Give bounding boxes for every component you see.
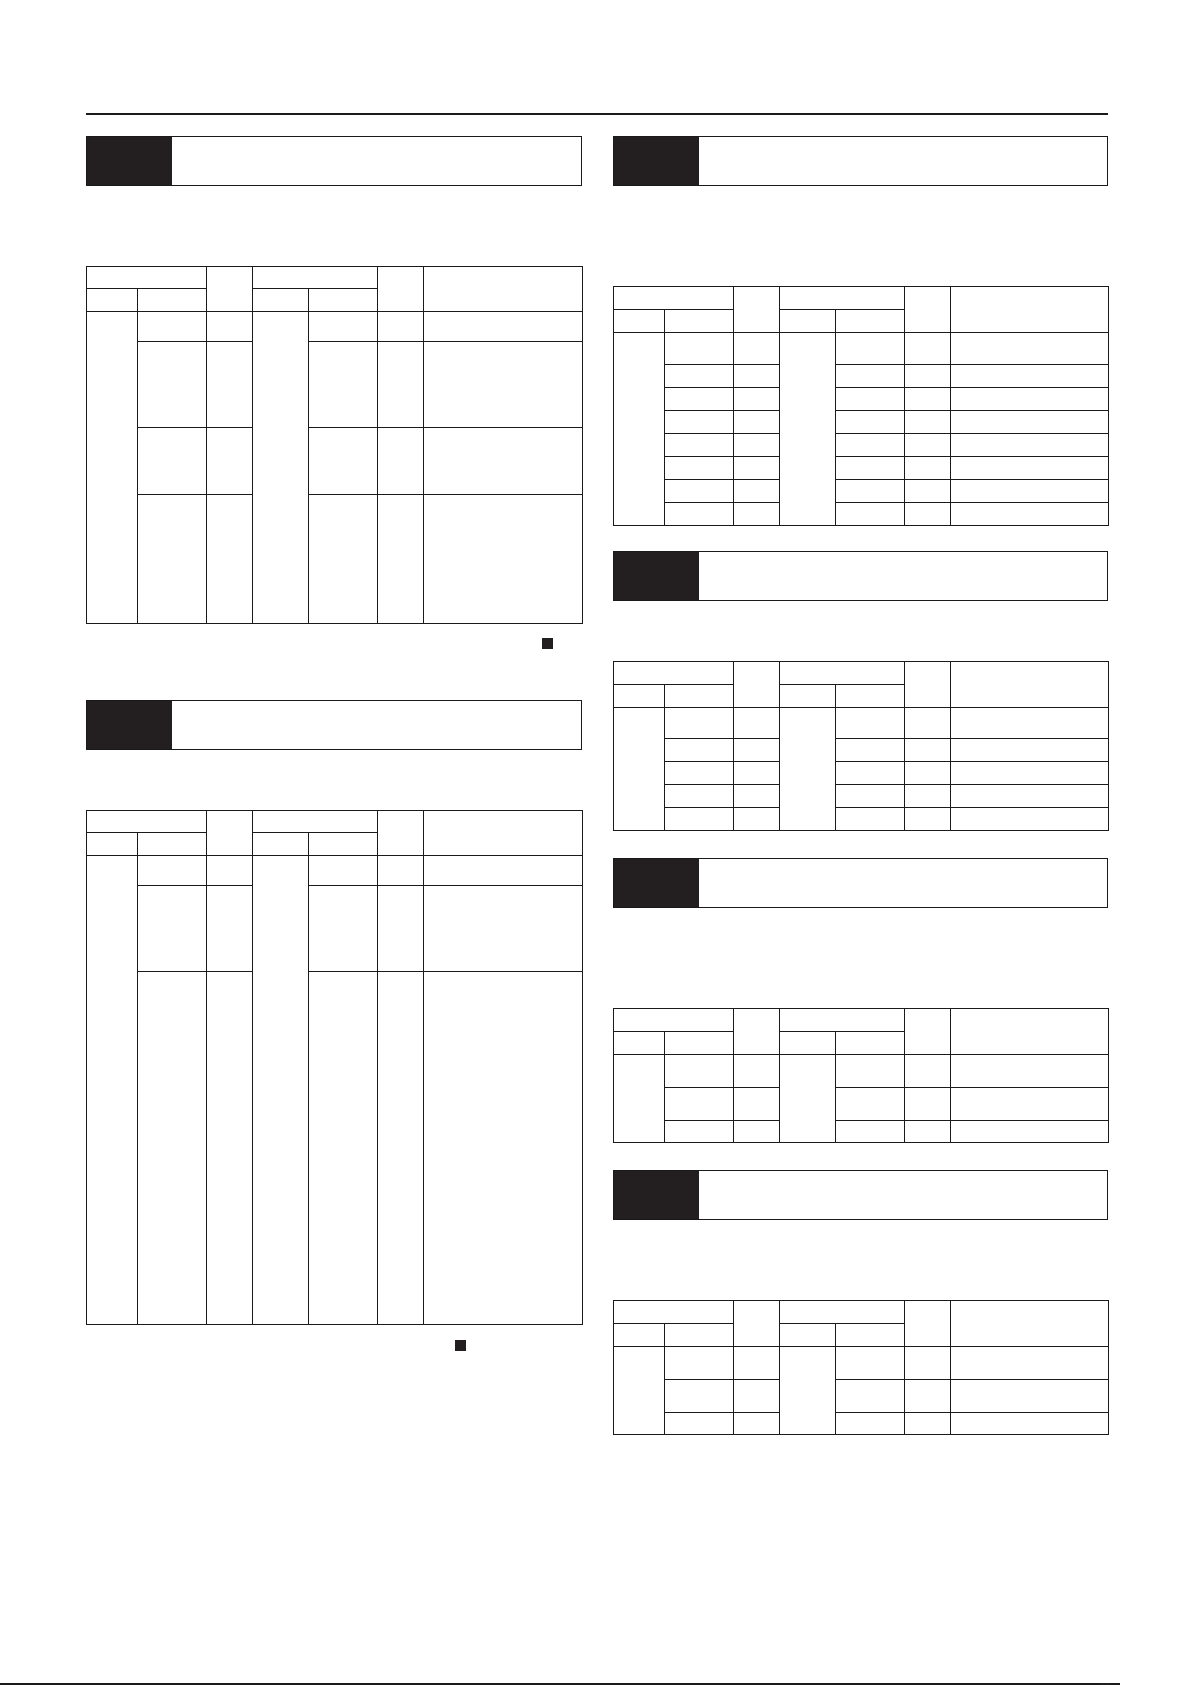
table-row: [87, 886, 583, 972]
header-cell: [780, 287, 905, 310]
header-cell: [665, 685, 734, 708]
table-cell: [665, 808, 734, 831]
header-cell: [734, 1009, 780, 1055]
table-cell: [665, 1121, 734, 1143]
table-cell: [665, 1413, 734, 1435]
table-cell: [836, 1088, 905, 1121]
table-cell: [138, 886, 207, 972]
table-cell: [780, 1347, 836, 1435]
section-header: [613, 136, 1108, 186]
header-cell: [424, 267, 583, 312]
table-cell: [951, 1413, 1109, 1435]
table-cell: [734, 1347, 780, 1380]
header-cell: [836, 1324, 905, 1347]
table-cell: [207, 856, 253, 886]
table-cell: [780, 1055, 836, 1143]
header-cell: [614, 1032, 665, 1055]
table-cell: [424, 972, 583, 1325]
table-header-row: [614, 662, 1109, 685]
header-cell: [614, 662, 734, 685]
table-row: [614, 708, 1109, 739]
table-cell: [665, 739, 734, 762]
header-cell: [309, 289, 378, 312]
spec-table: [613, 1300, 1109, 1435]
table-cell: [207, 428, 253, 495]
header-cell: [614, 1301, 734, 1324]
header-cell: [734, 1301, 780, 1347]
table-cell: [836, 333, 905, 365]
header-cell: [951, 1301, 1109, 1347]
header-cell: [780, 1324, 836, 1347]
table-cell: [378, 856, 424, 886]
table-cell: [905, 457, 951, 480]
table-cell: [836, 1380, 905, 1413]
table-cell: [734, 785, 780, 808]
header-cell: [780, 1009, 905, 1032]
section-number-block: [614, 1171, 699, 1219]
table-cell: [836, 503, 905, 526]
table-cell: [138, 856, 207, 886]
section-number-block: [614, 552, 699, 600]
header-cell: [253, 833, 309, 856]
section-number-block: [87, 137, 172, 185]
header-cell: [253, 811, 378, 833]
table-cell: [836, 480, 905, 503]
table-cell: [905, 762, 951, 785]
table-row: [614, 808, 1109, 831]
spec-table: [613, 286, 1109, 526]
table-header-row: [87, 811, 583, 833]
table-row: [614, 1380, 1109, 1413]
table-cell: [378, 342, 424, 428]
spec-table: [613, 1008, 1109, 1143]
table-cell: [614, 708, 665, 831]
table-cell: [951, 434, 1109, 457]
table-cell: [614, 333, 665, 526]
section-number-block: [614, 859, 699, 907]
table-cell: [207, 342, 253, 428]
table-row: [614, 739, 1109, 762]
table-cell: [951, 480, 1109, 503]
table-cell: [734, 388, 780, 411]
table-cell: [665, 503, 734, 526]
table-cell: [424, 856, 583, 886]
table-cell: [951, 1347, 1109, 1380]
table-cell: [905, 434, 951, 457]
table-row: [614, 1055, 1109, 1088]
header-cell: [951, 662, 1109, 708]
table-row: [614, 503, 1109, 526]
table-cell: [309, 972, 378, 1325]
table-header-row: [614, 1009, 1109, 1032]
header-cell: [780, 1301, 905, 1324]
header-cell: [780, 662, 905, 685]
header-cell: [138, 289, 207, 312]
table-cell: [87, 312, 138, 624]
table-cell: [836, 411, 905, 434]
table-cell: [905, 365, 951, 388]
table-cell: [614, 1347, 665, 1435]
table-cell: [734, 480, 780, 503]
table-cell: [378, 428, 424, 495]
table-row: [87, 972, 583, 1325]
section-header: [613, 858, 1108, 908]
table-cell: [665, 708, 734, 739]
table-cell: [734, 365, 780, 388]
table-cell: [905, 708, 951, 739]
header-cell: [378, 267, 424, 312]
table-row: [614, 762, 1109, 785]
header-cell: [951, 1009, 1109, 1055]
header-cell: [309, 833, 378, 856]
table-cell: [734, 739, 780, 762]
section-title: [699, 1171, 1107, 1219]
header-cell: [87, 811, 207, 833]
table-cell: [207, 312, 253, 342]
table-cell: [951, 708, 1109, 739]
table-cell: [734, 1088, 780, 1121]
table-row: [614, 480, 1109, 503]
section-title: [172, 701, 581, 749]
header-cell: [614, 685, 665, 708]
table-cell: [905, 411, 951, 434]
table-cell: [780, 708, 836, 831]
table-cell: [951, 388, 1109, 411]
table-cell: [905, 1121, 951, 1143]
top-rule: [86, 113, 1108, 115]
table-cell: [951, 808, 1109, 831]
table-row: [87, 342, 583, 428]
table-cell: [665, 785, 734, 808]
table-cell: [951, 739, 1109, 762]
table-cell: [734, 1380, 780, 1413]
table-cell: [734, 411, 780, 434]
section-title: [172, 137, 581, 185]
table-cell: [424, 428, 583, 495]
table-cell: [836, 762, 905, 785]
header-cell: [905, 287, 951, 333]
table-cell: [734, 503, 780, 526]
table-cell: [905, 480, 951, 503]
table-cell: [836, 1121, 905, 1143]
table-cell: [378, 495, 424, 624]
table-cell: [905, 1347, 951, 1380]
table-cell: [138, 495, 207, 624]
table-cell: [951, 503, 1109, 526]
header-cell: [905, 1301, 951, 1347]
table-cell: [836, 785, 905, 808]
table-cell: [309, 495, 378, 624]
table-row: [614, 1088, 1109, 1121]
table-cell: [424, 342, 583, 428]
table-cell: [665, 1055, 734, 1088]
table-cell: [905, 739, 951, 762]
table-header-row: [614, 1301, 1109, 1324]
table-cell: [309, 886, 378, 972]
table-cell: [665, 762, 734, 785]
section-header: [613, 551, 1108, 601]
end-marker-square: [455, 1340, 466, 1351]
table-cell: [665, 1380, 734, 1413]
table-row: [614, 333, 1109, 365]
table-cell: [836, 1055, 905, 1088]
table-row: [87, 856, 583, 886]
spec-table: [613, 661, 1109, 831]
table-cell: [378, 886, 424, 972]
header-cell: [734, 287, 780, 333]
header-cell: [780, 310, 836, 333]
table-cell: [424, 312, 583, 342]
header-cell: [905, 662, 951, 708]
spec-table: [86, 810, 583, 1325]
header-cell: [665, 1032, 734, 1055]
header-cell: [87, 267, 207, 289]
table-cell: [253, 856, 309, 1325]
table-cell: [836, 457, 905, 480]
section-title: [699, 552, 1107, 600]
section-number-block: [614, 137, 699, 185]
table-cell: [378, 972, 424, 1325]
table-cell: [905, 808, 951, 831]
table-cell: [836, 388, 905, 411]
table-header-row: [87, 267, 583, 289]
table-cell: [309, 428, 378, 495]
table-cell: [951, 365, 1109, 388]
table-cell: [905, 1088, 951, 1121]
end-marker-square: [542, 638, 553, 649]
table-cell: [734, 808, 780, 831]
table-row: [614, 365, 1109, 388]
section-title: [699, 859, 1107, 907]
header-cell: [614, 1324, 665, 1347]
table-cell: [905, 503, 951, 526]
section-number-block: [87, 701, 172, 749]
table-cell: [138, 428, 207, 495]
table-cell: [951, 333, 1109, 365]
header-cell: [836, 1032, 905, 1055]
table-cell: [951, 1380, 1109, 1413]
table-row: [614, 411, 1109, 434]
table-cell: [734, 333, 780, 365]
table-cell: [138, 312, 207, 342]
header-cell: [253, 267, 378, 289]
header-cell: [87, 833, 138, 856]
header-cell: [836, 685, 905, 708]
table-cell: [836, 365, 905, 388]
header-cell: [665, 1324, 734, 1347]
section-title: [699, 137, 1107, 185]
header-cell: [424, 811, 583, 856]
table-cell: [309, 312, 378, 342]
table-cell: [665, 333, 734, 365]
table-cell: [951, 411, 1109, 434]
table-cell: [665, 1347, 734, 1380]
table-cell: [734, 1121, 780, 1143]
table-cell: [614, 1055, 665, 1143]
table-cell: [951, 457, 1109, 480]
table-row: [614, 785, 1109, 808]
bottom-rule: [0, 1683, 1120, 1685]
header-cell: [614, 1009, 734, 1032]
table-cell: [836, 808, 905, 831]
table-cell: [253, 312, 309, 624]
table-cell: [905, 1413, 951, 1435]
table-row: [614, 457, 1109, 480]
table-cell: [836, 1347, 905, 1380]
table-cell: [836, 739, 905, 762]
table-header-row: [614, 287, 1109, 310]
table-cell: [836, 434, 905, 457]
table-row: [87, 428, 583, 495]
table-cell: [905, 1055, 951, 1088]
header-cell: [253, 289, 309, 312]
header-cell: [614, 287, 734, 310]
table-cell: [207, 886, 253, 972]
table-cell: [309, 856, 378, 886]
header-cell: [780, 1032, 836, 1055]
table-row: [614, 1347, 1109, 1380]
table-cell: [665, 365, 734, 388]
table-cell: [951, 762, 1109, 785]
header-cell: [836, 310, 905, 333]
table-cell: [138, 972, 207, 1325]
header-cell: [905, 1009, 951, 1055]
header-cell: [378, 811, 424, 856]
table-cell: [207, 495, 253, 624]
table-cell: [309, 342, 378, 428]
header-cell: [207, 267, 253, 312]
table-cell: [734, 1413, 780, 1435]
table-cell: [905, 1380, 951, 1413]
table-cell: [836, 1413, 905, 1435]
table-cell: [665, 434, 734, 457]
table-cell: [665, 388, 734, 411]
table-cell: [424, 495, 583, 624]
table-cell: [951, 785, 1109, 808]
table-cell: [734, 762, 780, 785]
table-cell: [665, 411, 734, 434]
table-row: [87, 495, 583, 624]
spec-table: [86, 266, 583, 624]
section-header: [86, 136, 582, 186]
table-cell: [951, 1121, 1109, 1143]
section-header: [613, 1170, 1108, 1220]
header-cell: [734, 662, 780, 708]
table-cell: [138, 342, 207, 428]
table-cell: [780, 333, 836, 526]
header-cell: [614, 310, 665, 333]
table-cell: [836, 708, 905, 739]
header-cell: [87, 289, 138, 312]
table-cell: [734, 457, 780, 480]
header-cell: [951, 287, 1109, 333]
table-cell: [87, 856, 138, 1325]
table-cell: [905, 388, 951, 411]
table-cell: [951, 1088, 1109, 1121]
table-cell: [734, 434, 780, 457]
table-row: [614, 388, 1109, 411]
table-cell: [951, 1055, 1109, 1088]
table-row: [614, 1121, 1109, 1143]
table-cell: [424, 886, 583, 972]
table-cell: [905, 785, 951, 808]
table-cell: [378, 312, 424, 342]
table-cell: [734, 1055, 780, 1088]
header-cell: [780, 685, 836, 708]
table-cell: [665, 480, 734, 503]
table-cell: [665, 1088, 734, 1121]
table-cell: [734, 708, 780, 739]
table-cell: [207, 972, 253, 1325]
header-cell: [665, 310, 734, 333]
table-row: [87, 312, 583, 342]
header-cell: [207, 811, 253, 856]
header-cell: [138, 833, 207, 856]
section-header: [86, 700, 582, 750]
table-cell: [665, 457, 734, 480]
table-row: [614, 434, 1109, 457]
table-row: [614, 1413, 1109, 1435]
table-cell: [905, 333, 951, 365]
